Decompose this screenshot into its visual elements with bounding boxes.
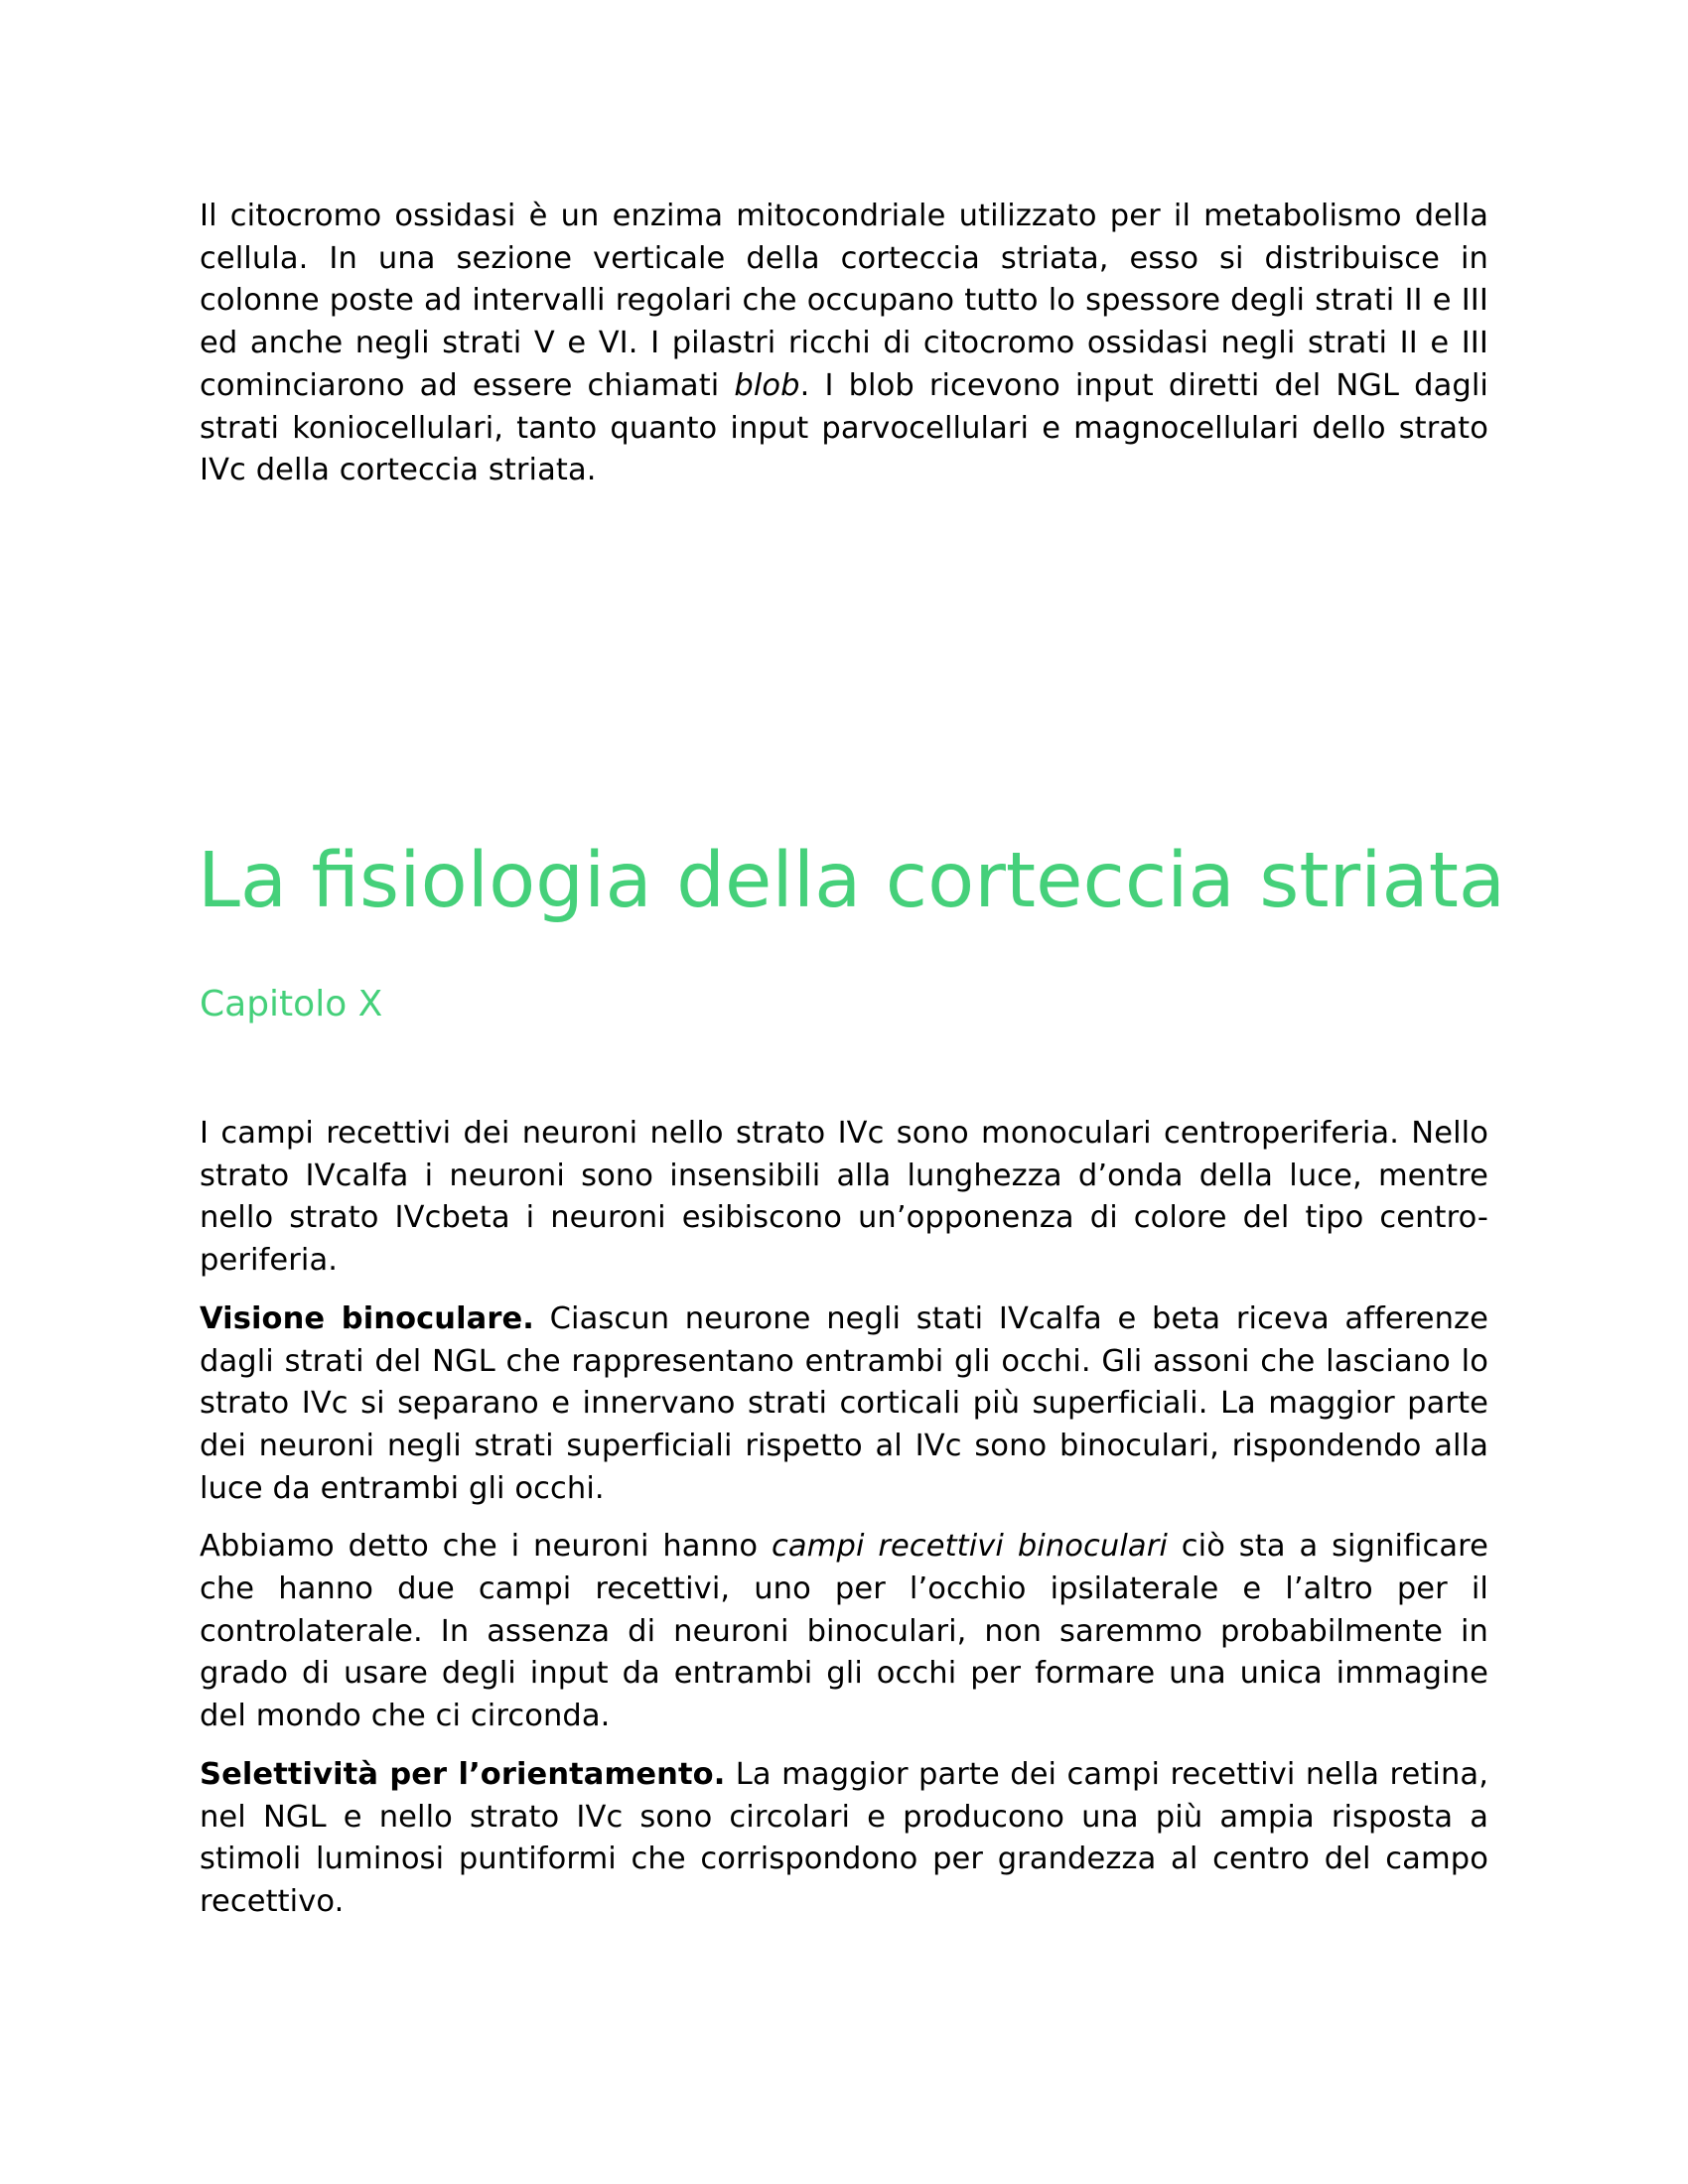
paragraph-binocular-fields-term: campi recettivi binoculari <box>772 1529 1168 1565</box>
paragraph-binocular-fields <box>200 1526 1488 1738</box>
intro-text-start: Il citocromo ossidasi è un enzima mitocondriale utilizzato per il metabolismo della cellula. In una sezione verticale della corteccia striata, esso si distribuisce in colonne poste ad intervalli regolari che occupano tutto lo spessore degli strati II e III ed anche negli strati V e VI. I pilastri ricchi di citocromo ossidasi negli strati II e III cominciarono ad essere chiamati <box>200 199 1488 403</box>
chapter-subtitle: Capitolo X <box>200 984 383 1024</box>
paragraph-binocular-vision <box>200 1298 1488 1511</box>
intro-italic-term: blob <box>734 367 800 403</box>
chapter-title: La fisiologia della corteccia striata <box>198 837 1506 925</box>
intro-text-end: . I blob ricevono input diretti del NGL dagli strati koniocellulari, tanto quanto input parvocellulari e magnocellulari dello strato IVc della corteccia striata. <box>200 367 1488 488</box>
paragraph-orientation-selectivity <box>200 1754 1488 1924</box>
paragraph-binocular-vision-heading: Visione binoculare. <box>200 1300 534 1336</box>
paragraph-binocular-fields-start: Abbiamo detto che i neuroni hanno <box>200 1529 773 1565</box>
section-body <box>200 1113 1488 1924</box>
paragraph-binocular-fields-end: ciò sta a significare che hanno due campi recettivi, uno per l’occhio ipsilaterale e l’altro per il controlaterale. In assenza di neuroni binoculari, non saremmo probabilmente in grado di usare degli input da entrambi gli occhi per formare una unica immagine del mondo che ci circonda. <box>200 1529 1488 1734</box>
paragraph-receptive-fields: I campi recettivi dei neuroni nello strato IVc sono monoculari centroperiferia. Nello strato IVcalfa i neuroni sono insensibili alla lunghezza d’onda della luce, mentre nello strato IVcbeta i neuroni esibiscono un’opponenza di colore del tipo centro-periferia. <box>200 1116 1488 1279</box>
paragraph-binocular-vision-text: Ciascun neurone negli stati IVcalfa e beta riceva afferenze dagli strati del NGL che rappresentano entrambi gli occhi. Gli assoni che lasciano lo strato IVc si separano e innervano strati corticali più superficiali. La maggior parte dei neuroni negli strati superficiali rispetto al IVc sono binoculari, rispondendo alla luce da entrambi gli occhi. <box>200 1300 1488 1506</box>
paragraph-orientation-text: La maggior parte dei campi recettivi nella retina, nel NGL e nello strato IVc sono circolari e producono una più ampia risposta a stimoli luminosi puntiformi che corrispondono per grandezza al centro del campo recettivo. <box>200 1756 1488 1919</box>
paragraph-orientation-heading: Selettività per l’orientamento. <box>200 1756 726 1792</box>
intro-paragraph <box>200 196 1488 492</box>
